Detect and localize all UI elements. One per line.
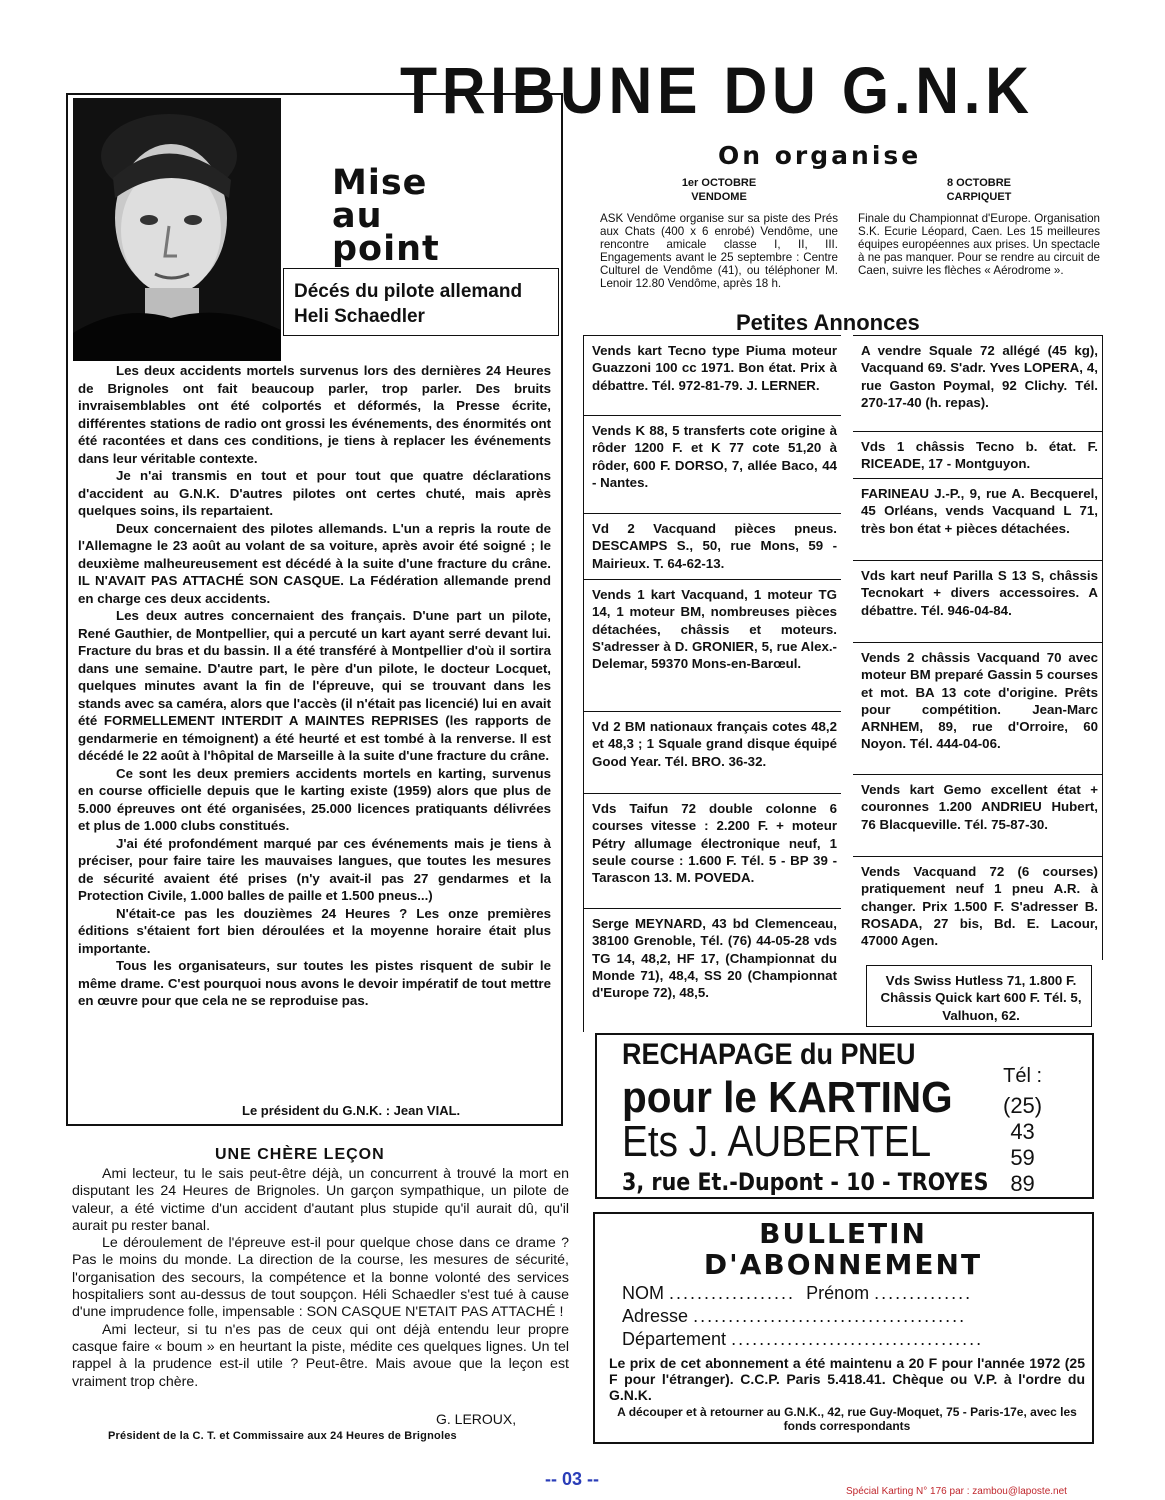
bulletin-return-text: A découper et à retourner au G.N.K., 42, rue Guy-Moquet, 75 - Paris-17e, avec les fonds correspondants	[617, 1405, 1077, 1433]
main-paragraph: Tous les organisateurs, sur toutes les pistes risquent de subir le même drame. C'est pourquoi nous avons le devoir impératif de tout mettre en œuvre pour que cela ne se reproduise pas.	[78, 958, 551, 1008]
event-date: 8 OCTOBRE	[947, 177, 1011, 189]
deces-headline-box	[283, 268, 559, 336]
main-paragraph: Les deux accidents mortels survenus lors des dernières 24 Heures de Brignoles ont fait beaucoup parler, trop parler. Des bruits invraisemblables ont été colportés et déformés, la Presse écrite, différentes stations de radio ont grossi les événements, des énormités ont été racontées et dans ces conditions, je tiens à replacer les événements dans leur véritable contexte.	[78, 363, 551, 466]
classified-ad: FARINEAU J.-P., 9, rue A. Becquerel, 45 Orléans, vends Vacquand L 71, très bon état + pièces détachées.	[853, 478, 1103, 560]
main-paragraph: Deux concernaient des pilotes allemands. L'un a repris la route de l'Allemagne le 23 août au volant de sa voiture, après avoir été soigné ; le deuxième malheureusement est décédé à la suite d'une fracture du crâne. IL N'AVAIT PAS ATTACHÉ SON CASQUE. La Fédération allemande prend en charge ces deux accidents.	[78, 520, 551, 606]
masthead-title: TRIBUNE DU G.N.K	[400, 53, 1034, 127]
classified-ad: Vds kart neuf Parilla S 13 S, châssis Tecnokart + divers accessoires. A débattre. Tél. 946-04-84.	[853, 560, 1103, 642]
lecon-paragraph: Le déroulement de l'épreuve est-il pour quelque chose dans ce drame ? Pas le moins du monde. La direction de la course, les mesures de sécurité, l'organisation des secours, la compétence et la bonne volonté des services hospitaliers sont au-dessus de tout soupçon. Héli Schaedler s'est tué à cause d'une imprudence folle, impensable : SON CASQUE N'ETAIT PAS ATTACHÉ !	[72, 1235, 569, 1321]
rechapage-line-1: RECHAPAGE du PNEU	[622, 1038, 916, 1071]
classified-ad: Vends kart Gemo excellent état + couronnes 1.200 ANDRIEU Hubert, 76 Blacqueville. Tél. 75-87-30.	[853, 774, 1103, 856]
event-carpiquet	[858, 176, 1100, 277]
classified-ad: A vendre Squale 72 allégé (45 kg), Vacquand 69. S'adr. Yves LOPERA, 4, rue Gaston Poymal, 92 Clichy. Tél. 270-17-40 (h. repas).	[853, 335, 1103, 431]
rechapage-phone	[1003, 1063, 1042, 1197]
lecon-body	[72, 1166, 569, 1391]
adresse-label: Adresse	[622, 1306, 689, 1326]
event-vendome	[600, 176, 838, 290]
classified-ad: Vends K 88, 5 transferts cote origine à rôder 1200 F. et K 77 cote 51,20 à rôder, 600 F. DORSO, 7, allée Baco, 44 - Nantes.	[583, 415, 841, 513]
portrait-drawing	[73, 98, 281, 361]
adresse-dots: .......................................	[693, 1306, 967, 1326]
page-number: -- 03 --	[545, 1469, 599, 1489]
nom-field[interactable]	[622, 1283, 972, 1304]
main-paragraph: Les deux autres concernaient des français. D'une part un pilote, René Gauthier, de Montpellier, qui a percuté un kart ayant serré devant lui. Fracture du bras et du bassin. Il a été transféré à Montpellier d'où il sortira dans une semaine. D'autre part, le père d'un pilote, le docteur Locquet, quelques minutes avant la fin de l'épreuve, qui se trouvant dans les stands avec sa caméra, alors que l'accès (il n'était pas licencié) lui en avait été FORMELLEMENT INTERDIT A MAINTES REPRISES (les rapports de gendarmerie en témoignent) a été heurté et est tombé à la renverse. Il est décédé le 22 août à l'hôpital de Marseille à la suite d'une fracture du crâne.	[78, 608, 551, 763]
signature-vial: Le président du G.N.K. : Jean VIAL.	[242, 1103, 461, 1118]
departement-label: Département	[622, 1329, 727, 1349]
mise-line-1: Mise	[332, 163, 428, 203]
petites-annonces-title: Petites Annonces	[736, 310, 920, 335]
event-place: VENDOME	[691, 191, 747, 203]
phone-part: 43	[1010, 1119, 1035, 1144]
mise-line-3: point	[332, 229, 440, 269]
phone-part: 89	[1010, 1171, 1035, 1196]
classified-ad: Vends Vacquand 72 (6 courses) pratiquement neuf 1 pneu A.R. à changer. Prix 1.500 F. S'adresser B. ROSADA, 27 bis, Bd. E. Lacour, 47000 Agen.	[853, 856, 1103, 960]
footer-credit: Spécial Karting N° 176 par : zambou@laposte.net	[846, 1486, 1067, 1497]
classified-ad: Vends 2 châssis Vacquand 70 avec moteur BM preparé Gassin 5 courses et mot. BA 13 cote d'origine. Prêts pour compétition. Jean-Marc ARNHEM, 89, rue d'Orroire, 60 Noyon. Tél. 444-04-06.	[853, 642, 1103, 774]
bulletin-price-text: Le prix de cet abonnement a été maintenu a 20 F pour l'année 1972 (25 F pour l'étranger). C.C.P. Paris 5.418.41. Chèque ou V.P. à l'ordre du G.N.K.	[609, 1355, 1085, 1403]
prenom-dots: ..............	[874, 1283, 973, 1303]
main-article-body	[78, 362, 551, 1010]
event-text: ASK Vendôme organise sur sa piste des Prés aux Chats (400 x 6 enrobé) Vendôme, une rencontre amicale classe I, II, III. Engagements avant le 25 septembre : Centre Culturel de Vendôme (41), ou téléphoner M. Lenoir 12.80 Vendôme, après 18 h.	[600, 212, 838, 290]
event-place: CARPIQUET	[946, 191, 1012, 203]
bulletin-title-1: BULLETIN	[759, 1217, 927, 1250]
main-paragraph: J'ai été profondément marqué par ces événements mais je tiens à préciser, pour faire taire les mauvaises langues, que toutes les mesures de sécurité avaient été prises (n'y avait-il pas 27 gendarmes et la Protection Civile, 1.000 balles de paille et 1.500 pneus...)	[78, 835, 551, 903]
classified-ad: Vds 1 châssis Tecno b. état. F. RICEADE, 17 - Montguyon.	[853, 431, 1103, 478]
adresse-field[interactable]	[622, 1306, 966, 1327]
lecon-paragraph: Ami lecteur, tu le sais peut-être déjà, un concurrent à trouvé la mort en disputant les 24 Heures de Brignoles. Un garçon sympathique, un pilote de valeur, a été victime d'un accident d'autant plus stupide qu'il aurait dû, qu'il aurait pu rester banal.	[72, 1166, 569, 1234]
classified-ad: Vends 1 kart Vacquand, 1 moteur TG 14, 1 moteur BM, nombreuses pièces détachées, châssis et moteurs. S'adresser à D. GRONIER, 5, rue Alex.-Delemar, 59370 Mons-en-Barœul.	[583, 579, 841, 711]
classified-ad: Serge MEYNARD, 43 bd Clemenceau, 38100 Grenoble, Tél. (76) 44-05-28 vds TG 14, 48,2, HF 17, (Championnat du Monde 71), 48,4, SS 20 (Championnat d'Europe 72), 48,5.	[583, 908, 841, 1032]
signature-role: Président de la C. T. et Commissaire aux 24 Heures de Brignoles	[108, 1430, 457, 1442]
phone-part: 59	[1010, 1145, 1035, 1170]
phone-part: (25)	[1003, 1093, 1043, 1118]
main-paragraph: Je n'ai transmis en tout et pour tout que quatre déclarations d'accident au G.N.K. D'autres pilotes ont certes chuté, mais après quelques soins, ils repartaient.	[78, 468, 551, 518]
signature-leroux: G. LEROUX,	[436, 1411, 517, 1427]
prenom-label: Prénom	[806, 1283, 870, 1303]
main-paragraph: N'était-ce pas les douzièmes 24 Heures ? Les onze premières éditions s'étaient fort bien déroulées et la moyenne horaire était plus importante.	[78, 905, 551, 956]
bulletin-title-2: D'ABONNEMENT	[703, 1248, 983, 1281]
mise-au-point-heading	[332, 163, 440, 269]
event-date: 1er OCTOBRE	[681, 177, 757, 189]
lecon-paragraph: Ami lecteur, si tu n'es pas de ceux qui ont déjà entendu leur propre casque faire « boum » en heurtant la piste, médite ces quelques lignes. Un tel rappel à la prudence est-il utile ? Peut-être. Mais avoue que la leçon est vraiment trop chère.	[72, 1321, 569, 1390]
classified-ad-boxed: Vds Swiss Hutless 71, 1.800 F. Châssis Quick kart 600 F. Tél. 5, Valhuon, 62.	[866, 965, 1092, 1027]
classified-ad: Vd 2 BM nationaux français cotes 48,2 et 48,3 ; 1 Squale grand disque équipé Good Year. Tél. BRO. 36-32.	[583, 711, 841, 793]
deces-line-1: Décés du pilote allemand	[294, 281, 523, 302]
portrait-photo	[73, 98, 281, 361]
nom-label: NOM	[622, 1283, 664, 1303]
main-paragraph: Ce sont les deux premiers accidents mortels en karting, survenus en course officielle depuis que le karting existe (1959) alors que plus de 5.000 épreuves ont été organisées, 25.000 licences pratiquants délivrées et plus de 1.000 clubs constitués.	[78, 765, 551, 833]
on-organise-title: On organise	[718, 141, 922, 170]
departement-dots: ....................................	[731, 1329, 984, 1349]
deces-line-2: Heli Schaedler	[294, 306, 425, 327]
lecon-title: UNE CHÈRE LEÇON	[215, 1146, 385, 1163]
bulletin-title	[603, 1218, 1083, 1280]
rechapage-line-2: pour le KARTING	[622, 1073, 953, 1122]
rechapage-address: 3, rue Et.-Dupont - 10 - TROYES	[622, 1168, 989, 1196]
departement-field[interactable]	[622, 1329, 983, 1350]
nom-dots: ..................	[669, 1283, 796, 1303]
classified-ad: Vends kart Tecno type Piuma moteur Guazzoni 100 cc 1971. Bon état. Prix à débattre. Tél. 972-81-79. J. LERNER.	[583, 335, 841, 415]
mise-line-2: au	[332, 196, 383, 236]
rechapage-line-3: Ets J. AUBERTEL	[622, 1117, 932, 1166]
classified-ad: Vds Taifun 72 double colonne 6 courses vitesse : 2.200 F. + moteur Pétry allumage électronique neuf, 1 seule course : 1.600 F. Tél. 5 - BP 39 - Tarascon 13. M. POVEDA.	[583, 793, 841, 908]
event-text: Finale du Championnat d'Europe. Organisation S.K. Ecurie Léopard, Caen. Les 15 meilleures équipes européennes aux prises. Un spectacle à ne pas manquer. Pour se rendre au circuit de Caen, suivre les flèches « Aérodrome ».	[858, 212, 1100, 277]
phone-label: Tél :	[1003, 1065, 1043, 1087]
classified-ad: Vd 2 Vacquand pièces pneus. DESCAMPS S., 50, rue Mons, 59 - Mairieux. T. 64-62-13.	[583, 513, 841, 579]
